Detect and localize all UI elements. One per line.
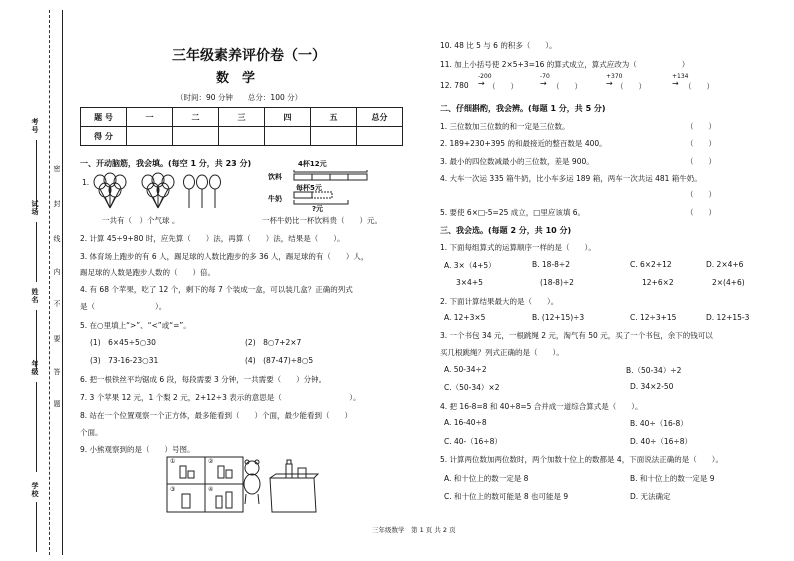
choice-4-option-c[interactable]: C. 40-（16÷8） <box>444 437 502 446</box>
q8-text-a: 8. 站在一个位置观察一个正方体，最多能看到（ ）个面，最少能看到（ ） <box>80 411 353 420</box>
seal-char: 封 <box>53 200 61 208</box>
judge-5: 5. 要使 6×□-5=25 成立，□里应该填 6。 <box>440 208 585 217</box>
choice-2-option-b[interactable]: B. (12+15)÷3 <box>532 313 585 322</box>
seal-char: 要 <box>53 335 61 343</box>
choice-4-option-b[interactable]: B. 40÷（16-8） <box>630 419 688 428</box>
choice-1-option-c2: 12+6×2 <box>642 278 674 287</box>
seal-char: 线 <box>53 235 61 243</box>
q12-blank-2[interactable]: （ ） <box>552 82 582 91</box>
score-header: 一 <box>127 108 173 127</box>
q5-item-3: (3) 73-16-23○31 <box>90 356 159 365</box>
choice-1-option-d[interactable]: D. 2×4+6 <box>706 260 744 269</box>
judge-answer-2[interactable]: （ ） <box>686 139 716 148</box>
margin-label-room: 试场 <box>31 200 39 216</box>
binding-dashed-line <box>49 10 50 555</box>
q5-item-4: (4) (87-47)÷8○5 <box>245 356 314 365</box>
room-line <box>36 222 37 282</box>
score-table <box>80 107 403 146</box>
view-label-2: ② <box>208 458 214 465</box>
view-label-4: ④ <box>208 486 214 493</box>
score-header: 五 <box>311 108 357 127</box>
choice-4-option-d[interactable]: D. 40÷（16÷8） <box>630 437 692 446</box>
choice-5-option-b[interactable]: B. 和十位上的数一定是 9 <box>630 474 715 483</box>
drink-price-label: 4杯12元 <box>298 160 327 168</box>
choice-5-option-c[interactable]: C. 和十位上的数可能是 8 也可能是 9 <box>444 492 569 501</box>
arrow-right-icon: → <box>540 79 547 88</box>
q9-text: 9. 小熊观察到的是（ ）号图。 <box>80 445 195 454</box>
q9-views-grid <box>166 456 246 514</box>
q5-text: 5. 在○里填上“>”、“<”或“=”。 <box>80 321 191 330</box>
arrow-right-icon: → <box>606 79 613 88</box>
q7-text: 7. 3 个苹果 12 元，1 个梨 2 元，2+12÷3 表示的意思是（ ）。 <box>80 393 361 402</box>
choice-4-question: 4. 把 16-8=8 和 40÷8=5 合并成一道综合算式是（ ）。 <box>440 402 643 411</box>
choice-3-option-b[interactable]: B.（50-34）÷2 <box>626 366 682 375</box>
subject-title: 数 学 <box>216 71 256 86</box>
drink-label: 饮料 <box>268 173 282 181</box>
q10-text: 10. 48 比 5 与 6 的积多（ ）。 <box>440 41 557 50</box>
margin-label-school: 学校 <box>31 482 39 498</box>
choice-5-option-a[interactable]: A. 和十位上的数一定是 8 <box>444 474 529 483</box>
q1-text-a: 一共有（ ）个气球 。 <box>102 216 180 225</box>
margin-label-name: 姓名 <box>31 288 39 304</box>
score-header: 二 <box>173 108 219 127</box>
view-label-1: ① <box>170 458 176 465</box>
judge-answer-3[interactable]: （ ） <box>686 157 716 166</box>
judge-2: 2. 189+230+395 的和最接近的整百数是 400。 <box>440 139 607 148</box>
milk-label: 牛奶 <box>268 195 282 203</box>
q11-text: 11. 加上小括号使 2×5+3=16 的算式成立，算式应改为（ ） <box>440 60 690 69</box>
unknown-price-label: ?元 <box>312 205 324 213</box>
q5-item-2: (2) 8○7+2×7 <box>245 338 302 347</box>
page-footer: 三年级数学 第 1 页 共 2 页 <box>372 526 456 534</box>
exam-title: 三年级素养评价卷（一） <box>172 48 326 64</box>
choice-1-option-a2: 3×4+5 <box>456 278 483 287</box>
q1-number: 1. <box>82 178 90 187</box>
seal-char: 答 <box>53 368 61 376</box>
score-cell[interactable] <box>219 127 265 146</box>
choice-1-question: 1. 下面每组算式的运算顺序一样的是（ ）。 <box>440 243 596 252</box>
q3-text-a: 3. 体育场上跑步的有 6 人，踢足球的人数比跑步的多 36 人，踢足球的有（ ）人， <box>80 252 369 261</box>
section-1-heading: 一、开动脑筋，我会填。(每空 1 分，共 23 分) <box>80 159 252 168</box>
q8-text-b: 个面。 <box>80 428 103 437</box>
grade-line <box>36 382 37 472</box>
choice-1-option-a[interactable]: A. 3×（4+5） <box>444 261 496 270</box>
bear-and-table-icon <box>240 456 320 516</box>
seal-char: 题 <box>53 400 61 408</box>
margin-label-grade: 年级 <box>31 360 39 376</box>
choice-2-option-a[interactable]: A. 12+3×5 <box>444 313 486 322</box>
judge-answer-5[interactable]: （ ） <box>686 208 716 217</box>
choice-1-option-d2: 2×(4+6) <box>712 278 745 287</box>
score-header: 四 <box>265 108 311 127</box>
seal-char: 不 <box>53 300 61 308</box>
choice-3-option-c[interactable]: C.（50-34）×2 <box>444 383 500 392</box>
arrow-right-icon: → <box>672 79 679 88</box>
q1-text-b: 一杯牛奶比一杯饮料贵（ ）元。 <box>262 216 382 225</box>
milk-price-label: 每杯5元 <box>296 184 322 192</box>
choice-1-option-b[interactable]: B. 18-8÷2 <box>532 260 570 269</box>
score-cell[interactable] <box>357 127 403 146</box>
q12-op-2: -70 <box>540 73 550 80</box>
choice-2-question: 2. 下面计算结果最大的是（ ）。 <box>440 297 559 306</box>
score-cell[interactable] <box>265 127 311 146</box>
q12-blank-4[interactable]: （ ） <box>684 82 714 91</box>
choice-5-option-d[interactable]: D. 无法确定 <box>630 492 671 501</box>
score-header: 总分 <box>357 108 403 127</box>
q12-blank-1[interactable]: （ ） <box>488 82 518 91</box>
q4-text-a: 4. 有 68 个苹果，吃了 12 个，剩下的每 7 个装成一盒，可以装几盒？正确的列式 <box>80 285 353 294</box>
section-3-heading: 三、我会选。(每题 2 分，共 10 分) <box>440 226 572 235</box>
q5-item-1: (1) 6×45÷5○30 <box>90 338 156 347</box>
q3-text-b: 踢足球的人数是跑步人数的（ ）倍。 <box>80 268 215 277</box>
arrow-right-icon: → <box>478 79 485 88</box>
judge-answer-4[interactable]: （ ） <box>686 190 716 199</box>
binding-solid-line <box>62 10 63 555</box>
judge-3: 3. 最小的四位数减最小的三位数，差是 900。 <box>440 157 594 166</box>
q12-op-4: +134 <box>672 73 689 80</box>
school-line <box>36 502 37 552</box>
q12-op-3: +370 <box>606 73 623 80</box>
choice-5-question: 5. 计算两位数加两位数时，两个加数十位上的数都是 4，下面说法正确的是（ ）。 <box>440 455 723 464</box>
score-cell[interactable] <box>311 127 357 146</box>
score-cell[interactable] <box>173 127 219 146</box>
choice-1-option-c[interactable]: C. 6×2+12 <box>630 260 672 269</box>
choice-2-option-d[interactable]: D. 12+15-3 <box>706 313 750 322</box>
seal-char: 密 <box>53 165 61 173</box>
judge-1: 1. 三位数加三位数的和一定是三位数。 <box>440 122 570 131</box>
judge-4: 4. 大车一次运 335 箱牛奶，比小车多运 189 箱，两车一次共运 481 箱牛奶。 <box>440 174 702 183</box>
view-label-3: ③ <box>170 486 176 493</box>
score-header: 题 号 <box>81 108 127 127</box>
choice-3-option-d[interactable]: D. 34×2-50 <box>630 382 674 391</box>
choice-2-option-c[interactable]: C. 12÷3+15 <box>630 313 677 322</box>
score-cell[interactable] <box>127 127 173 146</box>
choice-3-question-b: 买几根跳绳？列式正确的是（ ）。 <box>440 348 564 357</box>
choice-3-question-a: 3. 一个书包 34 元，一根跳绳 2 元，淘气有 50 元，买了一个书包，余下的钱可以 <box>440 331 713 340</box>
margin-label-exam-no: 考号 <box>31 118 39 134</box>
choice-4-option-a[interactable]: A. 16-40÷8 <box>444 418 487 427</box>
q12-op-1: -200 <box>478 73 492 80</box>
exam-meta: （时间：90 分钟 总分：100 分） <box>176 93 303 102</box>
q2-text: 2. 计算 45÷9+80 时，应先算（ ）法，再算（ ）法，结果是（ ）。 <box>80 234 345 243</box>
balloons-icon <box>92 172 232 212</box>
choice-1-option-b2: (18-8)÷2 <box>540 278 574 287</box>
q4-text-b: 是（ ）。 <box>80 302 167 311</box>
q12-blank-3[interactable]: （ ） <box>616 82 646 91</box>
section-2-heading: 二、仔细斟酌，我会辨。(每题 1 分，共 5 分) <box>440 104 606 113</box>
score-header: 三 <box>219 108 265 127</box>
q12-start: 12. 780 <box>440 81 469 90</box>
judge-answer-1[interactable]: （ ） <box>686 122 716 131</box>
choice-3-option-a[interactable]: A. 50-34÷2 <box>444 365 487 374</box>
seal-char: 内 <box>53 268 61 276</box>
q6-text: 6. 把一根铁丝平均锯成 6 段，每段需要 3 分钟，一共需要（ ）分钟。 <box>80 375 327 384</box>
score-row-label: 得 分 <box>81 127 127 146</box>
